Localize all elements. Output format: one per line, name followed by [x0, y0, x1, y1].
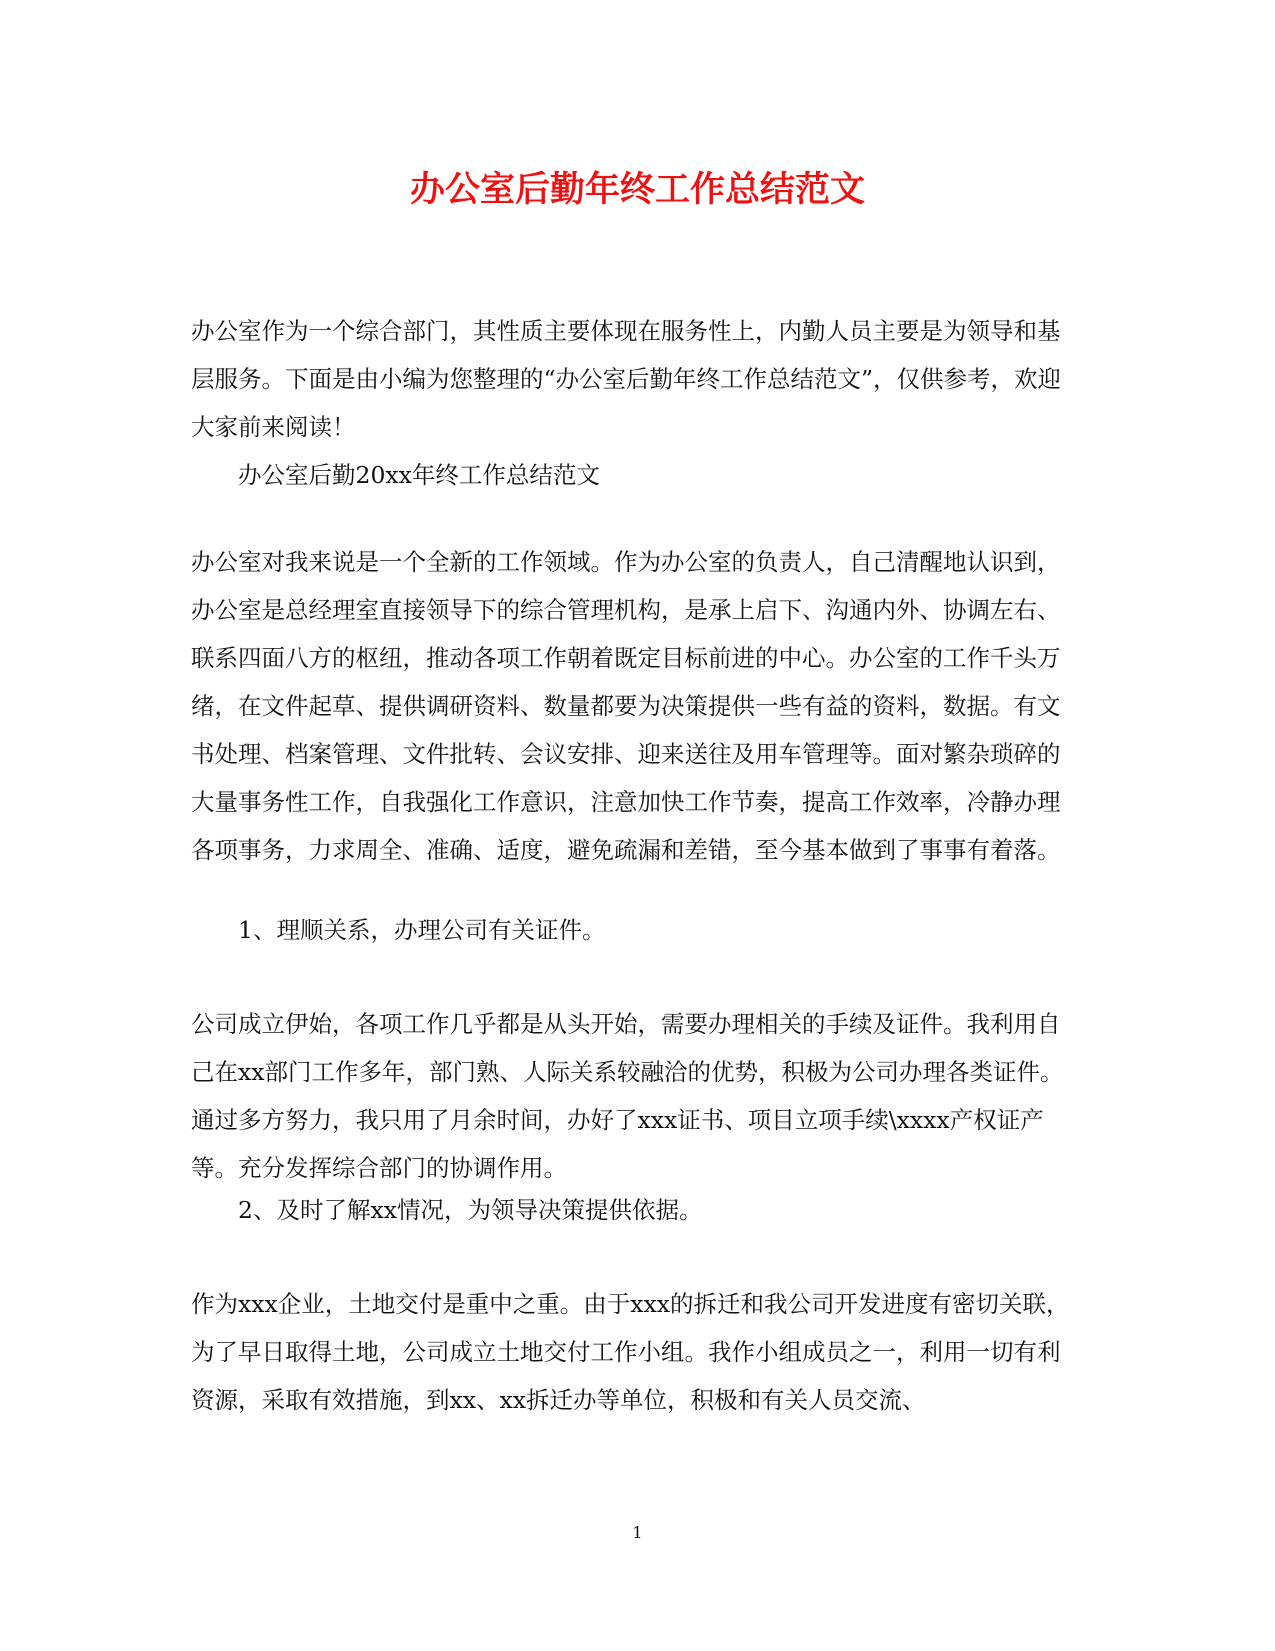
certificates-paragraph: 公司成立伊始，各项工作几乎都是从头开始，需要办理相关的手续及证件。我利用自己在xx部门工作多年，部门熟、人际关系较融洽的优势，积极为公司办理各类证件。通过多方努力，我只用了月余时间，办好了xxx证书、项目立项手续\xxxx产权证产等。充分发挥综合部门的协调作用。 [191, 1010, 1064, 1182]
land-delivery-paragraph: 作为xxx企业，土地交付是重中之重。由于xxx的拆迁和我公司开发进度有密切关联，为了早日取得土地，公司成立土地交付工作小组。我作小组成员之一，利用一切有利资源，采取有效措施，到xx、xx拆迁办等单位，积极和有关人员交流、 [191, 1290, 1070, 1414]
document-title: 办公室后勤年终工作总结范文 [409, 170, 865, 210]
section-heading-1: 1、理顺关系，办理公司有关证件。 [238, 916, 606, 944]
intro-paragraph: 办公室作为一个综合部门，其性质主要体现在服务性上，内勤人员主要是为领导和基层服务。下面是由小编为您整理的“办公室后勤年终工作总结范文”，仅供参考，欢迎大家前来阅读！ [191, 317, 1062, 441]
office-role-paragraph: 办公室对我来说是一个全新的工作领域。作为办公室的负责人，自己清醒地认识到，办公室是总经理室直接领导下的综合管理机构，是承上启下、沟通内外、协调左右、联系四面八方的枢纽，推动各项工作朝着既定目标前进的中心。办公室的工作千头万绪，在文件起草、提供调研资料、数量都要为决策提供一些有益的资料，数据。有文书处理、档案管理、文件批转、会议安排、迎来送往及用车管理等。面对繁杂琐碎的大量事务性工作，自我强化工作意识，注意加快工作节奏，提高工作效率，冷静办理各项事务，力求周全、准确、适度，避免疏漏和差错，至今基本做到了事事有着落。 [191, 548, 1061, 864]
section-heading-2: 2、及时了解xx情况，为领导决策提供依据。 [238, 1196, 703, 1224]
subtitle-line: 办公室后勤20xx年终工作总结范文 [238, 461, 600, 489]
page-number: 1 [632, 1523, 643, 1542]
